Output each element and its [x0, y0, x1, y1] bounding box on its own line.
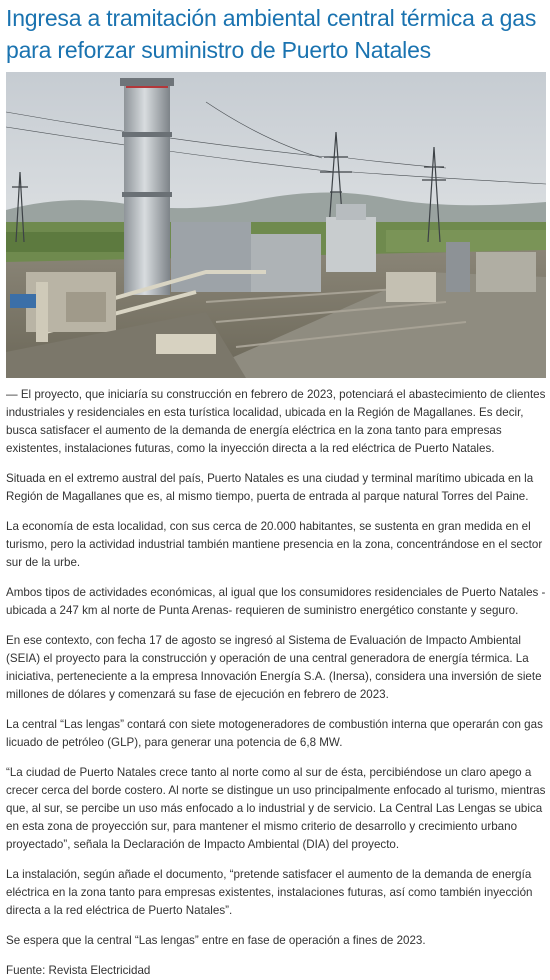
- article-title: Ingresa a tramitación ambiental central térmica a gas para reforzar suministro de Puerto Natales: [6, 5, 537, 63]
- paragraph: La instalación, según añade el documento, “pretende satisfacer el aumento de la demanda de energía eléctrica en la zona tanto para empresas existentes, instalaciones futuras, así como también inyección directa a la red eléctrica de Puerto Natales”.: [6, 868, 533, 917]
- paragraph: Ambos tipos de actividades económicas, al igual que los consumidores residenciales de Puerto Natales -ubicada a 247 km al norte de Punta Arenas- requieren de suministro energético constante y seguro.: [6, 586, 546, 617]
- article-body: [6, 386, 546, 980]
- paragraph: La economía de esta localidad, con sus cerca de 20.000 habitantes, se sustenta en gran medida en el turismo, pero la actividad industrial también mantiene presencia en la zona, concentrándose en el sector sur de la urbe.: [6, 520, 543, 569]
- power-plant-photo: [6, 72, 546, 378]
- paragraph: Se espera que la central “Las lengas” entre en fase de operación a fines de 2023.: [6, 934, 426, 947]
- paragraph: — El proyecto, que iniciaría su construcción en febrero de 2023, potenciará el abastecimiento de clientes industriales y residenciales en esta turística localidad, ubicada en la Región de Magallanes. Es decir, busca satisfacer el aumento de la demanda de energía eléctrica en la zona tanto para empresas existentes, instalaciones futuras, como la inyección directa a la red eléctrica de Puerto Natales.: [6, 388, 546, 455]
- article-source: Fuente: Revista Electricidad: [6, 964, 151, 977]
- paragraph: En ese contexto, con fecha 17 de agosto se ingresó al Sistema de Evaluación de Impacto Ambiental (SEIA) el proyecto para la construcción y operación de una central generadora de energía térmica. La iniciativa, perteneciente a la empresa Innovación Energía S.A. (Inersa), considera una inversión de siete millones de dólares y comenzará su fase de ejecución en febrero de 2023.: [6, 634, 542, 701]
- paragraph: La central “Las lengas” contará con siete motogeneradores de combustión interna que operarán con gas licuado de petróleo (GLP), para generar una potencia de 6,8 MW.: [6, 718, 543, 749]
- paragraph: “La ciudad de Puerto Natales crece tanto al norte como al sur de ésta, percibiéndose un claro apego a crecer cerca del borde costero. Al norte se distingue un uso principalmente enfocado al turismo, mientras que, al sur, se percibe un uso más enfocado a lo industrial y de servicio. La Central Las Lengas se ubica en esta zona de proyección sur, para mantener el mismo criterio de desarrollo y crecimiento urbano proyectado”, señala la Declaración de Impacto Ambiental (DIA) del proyecto.: [6, 766, 546, 851]
- paragraph: Situada en el extremo austral del país, Puerto Natales es una ciudad y terminal marítimo ubicada en la Región de Magallanes que es, al mismo tiempo, puerta de entrada al parque natural Torres del Paine.: [6, 472, 534, 503]
